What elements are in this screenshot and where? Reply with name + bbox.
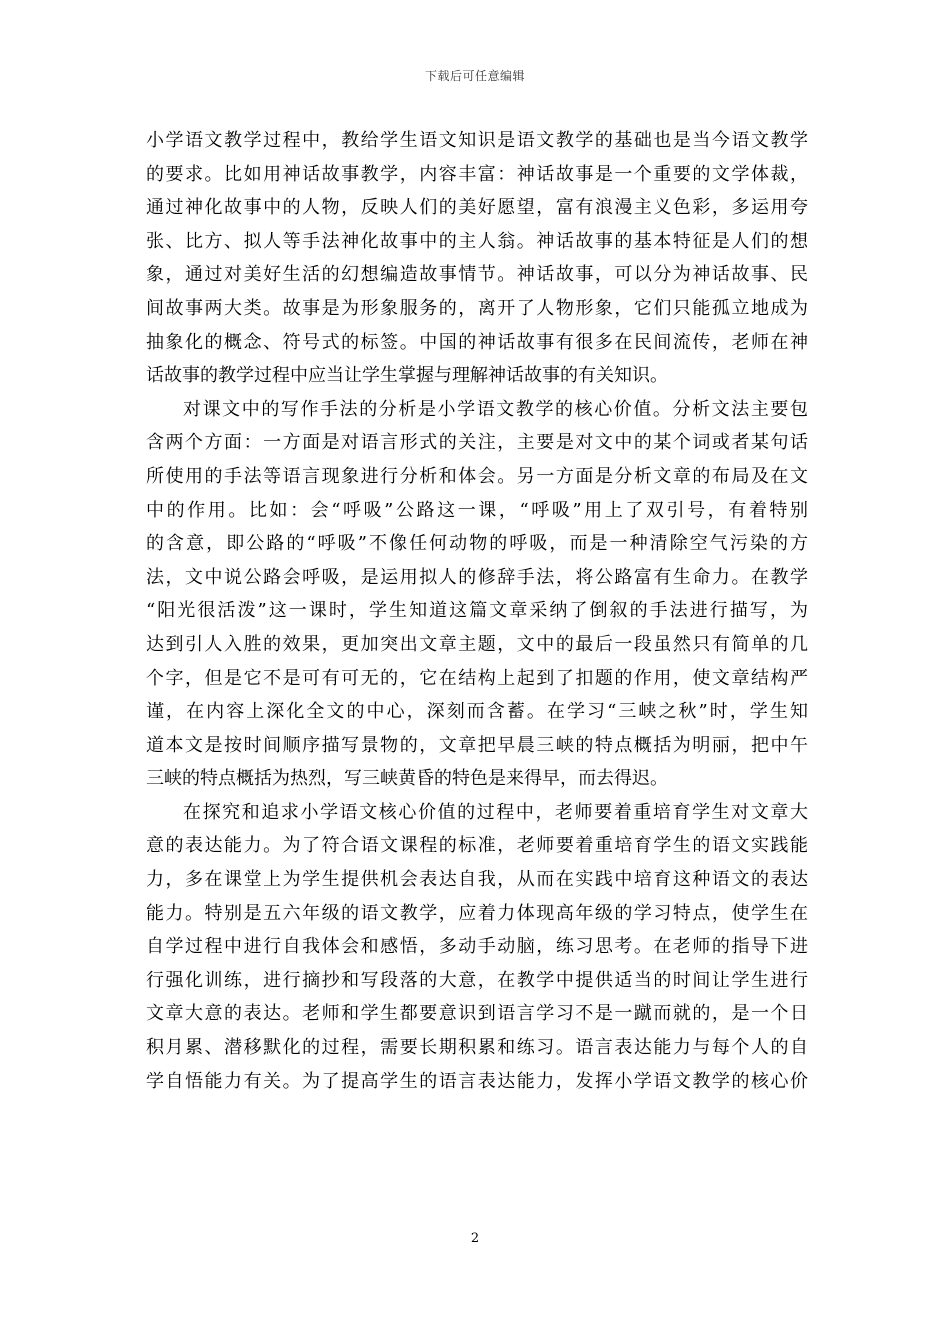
text-line: 三峡的特点概括为热烈，写三峡黄昏的特色是来得早，而去得迟。 — [146, 768, 668, 790]
text-line: 积月累、潜移默化的过程，需要长期积累和练习。语言表达能力与每个人的自 — [146, 1037, 808, 1059]
text-line: 在探究和追求小学语文核心价值的过程中，老师要着重培育学生对文章大 — [183, 801, 808, 823]
text-line: 能力。特别是五六年级的语文教学，应着力体现高年级的学习特点，使学生在 — [146, 902, 808, 924]
text-line: 对课文中的写作手法的分析是小学语文教学的核心价值。分析文法主要包 — [183, 398, 808, 420]
text-line: 象，通过对美好生活的幻想编造故事情节。神话故事，可以分为神话故事、民 — [146, 264, 808, 286]
text-line: 小学语文教学过程中，教给学生语文知识是语文教学的基础也是当今语文教学 — [146, 130, 808, 151]
text-line: 抽象化的概念、符号式的标签。中国的神话故事有很多在民间流传，老师在神 — [146, 331, 808, 353]
text-line: 中的作用。比如：会“呼吸”公路这一课，“呼吸”用上了双引号，有着特别 — [146, 499, 808, 521]
text-line: 力，多在课堂上为学生提供机会表达自我，从而在实践中培育这种语文的表达 — [146, 869, 808, 891]
text-line: “阳光很活泼”这一课时，学生知道这篇文章采纳了倒叙的手法进行描写，为 — [146, 600, 808, 622]
paragraph — [146, 124, 808, 393]
text-line: 张、比方、拟人等手法神化故事中的主人翁。神话故事的基本特征是人们的想 — [146, 230, 808, 252]
text-line: 谨，在内容上深化全文的中心，深刻而含蓄。在学习“三峡之秋”时，学生知 — [146, 701, 808, 723]
text-line: 通过神化故事中的人物，反映人们的美好愿望，富有浪漫主义色彩，多运用夸 — [146, 197, 808, 219]
text-line: 间故事两大类。故事是为形象服务的，离开了人物形象，它们只能孤立地成为 — [146, 297, 808, 319]
text-line: 的要求。比如用神话故事教学，内容丰富：神话故事是一个重要的文学体裁， — [146, 163, 808, 185]
text-line: 个字，但是它不是可有可无的，它在结构上起到了扣题的作用，使文章结构严 — [146, 667, 808, 689]
text-line: 达到引人入胜的效果，更加突出文章主题，文中的最后一段虽然只有简单的几 — [146, 633, 808, 655]
page-header: 下载后可任意编辑 — [424, 69, 525, 83]
text-line: 的含意，即公路的“呼吸”不像任何动物的呼吸，而是一种清除空气污染的方 — [146, 533, 808, 555]
document-body — [146, 124, 808, 1098]
text-line: 学自悟能力有关。为了提高学生的语言表达能力，发挥小学语文教学的核心价 — [146, 1070, 808, 1092]
paragraph — [146, 796, 808, 1098]
text-line: 自学过程中进行自我体会和感悟，多动手动脑，练习思考。在老师的指导下进 — [146, 936, 808, 958]
text-line: 文章大意的表达。老师和学生都要意识到语言学习不是一蹴而就的，是一个日 — [146, 1003, 808, 1025]
page-number: 2 — [470, 1231, 480, 1246]
paragraph — [146, 393, 808, 796]
text-line: 道本文是按时间顺序描写景物的，文章把早晨三峡的特点概括为明丽，把中午 — [146, 734, 808, 756]
text-line: 话故事的教学过程中应当让学生掌握与理解神话故事的有关知识。 — [146, 365, 668, 387]
text-line: 意的表达能力。为了符合语文课程的标准，老师要着重培育学生的语文实践能 — [146, 835, 808, 857]
text-line: 含两个方面：一方面是对语言形式的关注，主要是对文中的某个词或者某句话 — [146, 432, 808, 454]
text-line: 所使用的手法等语言现象进行分析和体会。另一方面是分析文章的布局及在文 — [146, 465, 808, 487]
text-line: 行强化训练，进行摘抄和写段落的大意，在教学中提供适当的时间让学生进行 — [146, 969, 808, 991]
text-line: 法，文中说公路会呼吸，是运用拟人的修辞手法，将公路富有生命力。在教学 — [146, 566, 808, 588]
